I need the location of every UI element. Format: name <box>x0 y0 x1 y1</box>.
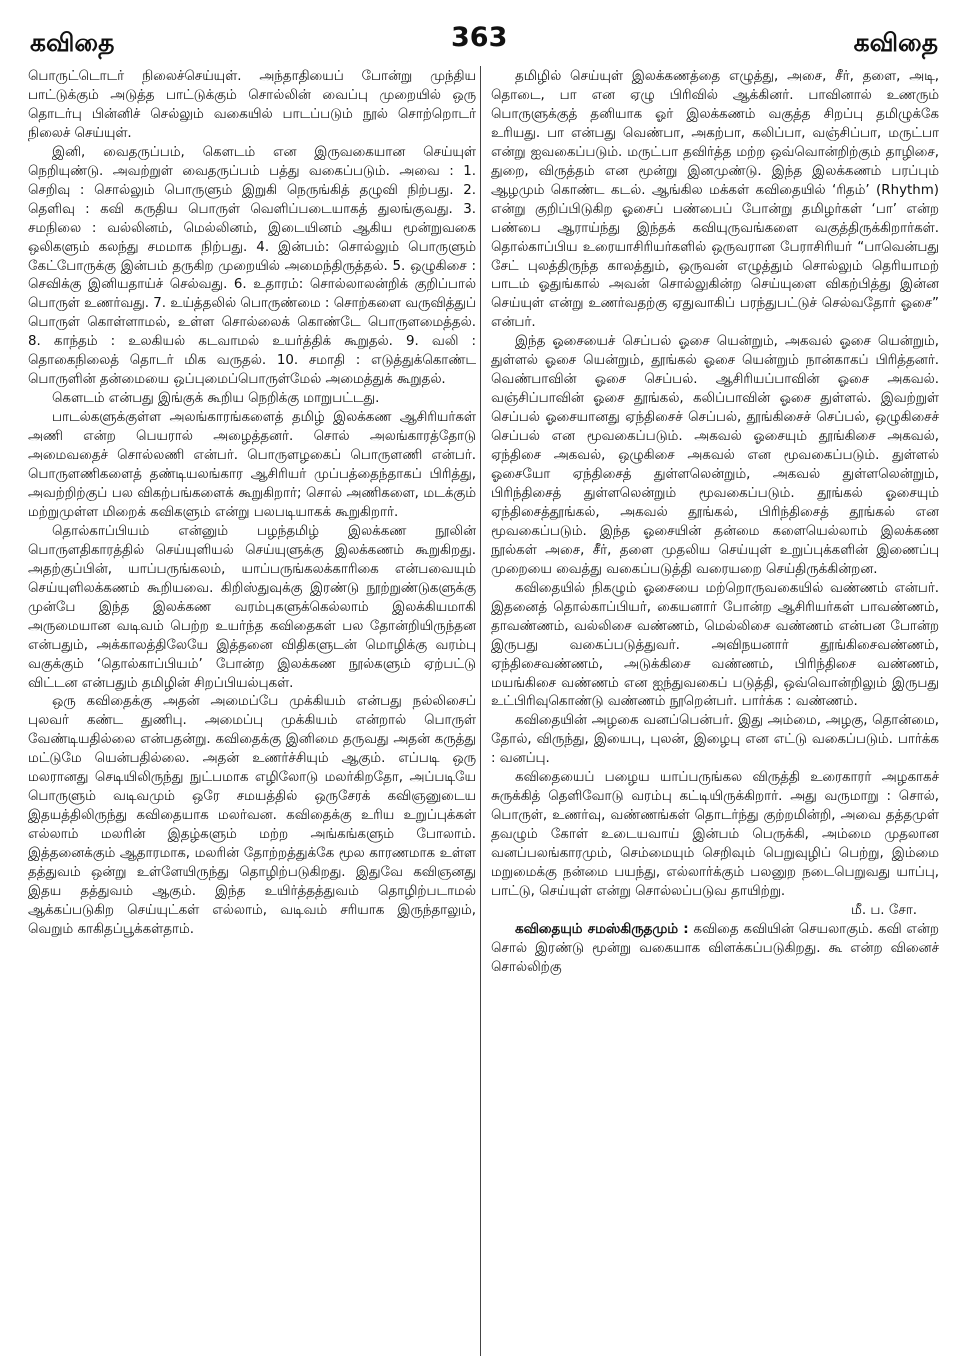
paragraph: பாடல்களுக்குள்ள அலங்காரங்களைத் தமிழ் இலக்கண ஆசிரியர்கள் அணி என்ற பெயரால் அழைத்தனர். சொல் அலங்காரத்தோடு அமைவதைச் சொல்லணி என்பர். பொருளழகைப் பொருளணி என்பர். பொருளணிகளைத் தண்டியலங்கார ஆசிரியர் முப்பத்தைந்தாகப் பிரித்து, அவற்றிற்குப் பல விகற்பங்களைக் கூறுகிறார்; சொல் அணிகளை, மடக்கும் மற்றுமுள்ள மிறைக் கவிகளும் என்று பலபடியாகக் கூறுகிறார். <box>28 410 476 520</box>
paragraph: தொல்காப்பியம் என்னும் பழந்தமிழ் இலக்கண நூலின் பொருளதிகாரத்தில் செய்யுளியல் செய்யுளுக்கு இலக்கணம் கூறுகிறது. அதற்குப்பின், யாப்பருங்கலம், யாப்பருங்கலக்காரிகை என்பவையும் செய்யுளிலக்கணம் கூறியவை. கிறிஸ்துவுக்கு இரண்டு நூற்றுண்டுகளுக்கு முன்பே இந்த இலக்கண வரம்புகளுக்கெல்லாம் இலக்கியமாகி அருமையான வடிவம் பெற்ற உயர்ந்த கவிதைகள் பல தோன்றியிருந்தன என்பதும், அக்காலத்திலேயே இத்தனை விதிகளுடன் மொழிக்கு வரம்பு வகுக்கும் ‘தொல்காப்பியம்’ போன்ற இலக்கண நூல்களும் ஏற்பட்டு விட்டன என்பதும் தமிழின் சிறப்பியல்புகள். <box>28 523 476 691</box>
paragraph: தமிழில் செய்யுள் இலக்கணத்தை எழுத்து, அசை, சீர், தளை, அடி, தொடை, பா என ஏழு பிரிவில் ஆக்கினர். பாவினால் உணரும் பொருளுக்குத் தனியாக ஓர் இலக்கணம் வகுத்த சிறப்பு தமிழுக்கே உரியது. பா என்பது வெண்பா, அகற்பா, கலிப்பா, வஞ்சிப்பா, மருட்பா என்று ஐவகைப்படும். மருட்பா தவிர்த்த மற்ற ஒவ்வொன்றிற்கும் தாழிசை, துறை, விருத்தம் என மூன்று இனமுண்டு. இந்த இலக்கணம் பரப்பும் ஆழமும் கொண்ட கடல். ஆங்கில மக்கள் கவிதையில் ‘ரிதம்’ (Rhythm) என்று குறிப்பிடுகிற ஓசைப் பண்பைப் போன்று தமிழர்கள் ‘பா’ என்ற பண்பை ஆராய்ந்து இந்தக் கவியுருவங்களை வகுத்திருக்கிறார்கள். தொல்காப்பிய உரையாசிரியர்களில் ஒருவரான பேராசிரியர் “பாவென்பது சேட் புலத்திருந்த காலத்தும், ஒருவன் எழுத்தும் சொல்லும் தெரியாமற் பாடம் ஓதுங்கால் அவன் சொல்லுகின்ற செய்யுளை விகற்பித்து இன்ன செய்யுள் என்று உணர்வதற்கு ஏதுவாகிப் பரந்துபட்டுச் செல்வதோர் ஓசை” என்பர். <box>491 69 939 331</box>
paragraph: ஒரு கவிதைக்கு அதன் அமைப்பே முக்கியம் என்பது நல்லிசைப் புலவர் கண்ட துணிபு. அமைப்பு முக்கியம் என்றால் பொருள் வேண்டியதில்லை என்பதன்று. கவிதைக்கு இனிமை தருவது அதன் கருத்து மட்டுமே யென்பதில்லை. அதன் உணர்ச்சியும் ஆகும். எப்படி ஒரு மலரானது செடியிலிருந்து நுட்பமாக எழிலோடு மலர்கிறதோ, அப்படியே பொருளும் வடிவமும் ஒரே சமயத்தில் ஒருசேரக் கவிஞனுடைய இதயத்திலிருந்து கவிதையாக மலர்வன. கவிதைக்கு உரிய உறுப்புக்கள் எல்லாம் மலரின் இதழ்களும் மற்ற அங்கங்களும் போலாம். இத்தனைக்கும் ஆதாரமாக, மலரின் தோற்றத்துக்கே மூல காரணமாக உள்ள தத்துவம் ஒன்று உள்ளேயிருந்து தொழிற்படுகிறது. இதுவே கவிஞனது இதய தத்துவம் ஆகும். இந்த உயிர்த்தத்துவம் தொழிற்படாமல் ஆக்கப்படுகிற செய்யுட்கள் எல்லாம், வடிவம் சரியாக இருந்தாலும், வெறும் காகிதப்பூக்கள்தாம். <box>28 694 476 937</box>
section-entry <box>491 921 939 978</box>
section-heading: கவிதையும் சமஸ்கிருதமும் : <box>515 921 689 937</box>
left-column <box>28 68 476 1358</box>
paragraph: இனி, வைதருப்பம், கௌடம் என இருவகையான செய்யுள் நெறியுண்டு. அவற்றுள் வைதருப்பம் பத்து வகைப்படும். அவை : 1. செறிவு : சொல்லும் பொருளும் இறுகி நெருங்கித் தழுவி நிற்பது. 2. தெளிவு : கவி கருதிய பொருள் வெளிப்படையாகத் துலங்குவது. 3. சமநிலை : வல்லினம், மெல்லினம், இடையினம் ஆகிய மூன்றுவகை ஒலிகளும் கலந்து சமமாக நிற்பது. 4. இன்பம்: சொல்லும் பொருளும் கேட்போருக்கு இன்பம் தருகிற முறையில் அமைந்திருத்தல். 5. ஒழுகிசை : செவிக்கு இனியதாய்ச் செல்வது. 6. உதாரம்: சொல்லாலன்றிக் குறிப்பால் பொருள் உணர்வது. 7. உய்த்தலில் பொருண்மை : சொற்களை வருவித்துப் பொருள் கொள்ளாமல், உள்ள சொல்லைக் கொண்டே பொருளமைத்தல். 8. காந்தம் : உலகியல் கடவாமல் உயர்த்திக் கூறுதல். 9. வலி : தொகைநிலைத் தொடர் மிக வருதல். 10. சமாதி : எடுத்துக்கொண்ட பொருளின் தன்மையை ஒப்புமைப்பொருள்மேல் அமைத்துக் கூறுதல். <box>28 144 476 388</box>
running-title-left: கவிதை <box>30 28 115 57</box>
paragraph: கவிதையின் அழகை வனப்பென்பர். இது அம்மை, அழகு, தொன்மை, தோல், விருந்து, இயைபு, புலன், இழைபு என எட்டு வகைப்படும். பார்க்க : வனப்பு. <box>491 713 939 767</box>
page-header <box>0 22 966 62</box>
section-text: கவிதை கவியின் செயலாகும். கவி என்ற சொல் இரண்டு மூன்று வகையாக விளக்கப்படுகிறது. கூ என்ற வினைச் சொல்லிற்கு <box>491 921 939 975</box>
page-number: 363 <box>451 22 508 53</box>
paragraph: கவிதையில் நிகழும் ஓசையை மற்றொருவகையில் வண்ணம் என்பர். இதனைத் தொல்காப்பியர், கையனார் போன்ற ஆசிரியர்கள் பாவண்ணம், தாவண்ணம், வல்லிசை வண்ணம், மெல்லிசை வண்ணம் என்பன போன்ற இருபது வகைப்படுத்துவர். அவிநயனார் தூங்கிசைவண்ணம், ஏந்திசைவண்ணம், அடுக்கிசை வண்ணம், பிரிந்திசை வண்ணம், மயங்கிசை வண்ணம் என ஐந்துவகைப் படுத்தி, ஒவ்வொன்றிலும் இருபது உட்பிரிவுகொண்டு வண்ணம் நூறென்பர். பார்க்க : வண்ணம். <box>491 580 939 710</box>
right-column <box>491 68 939 1358</box>
paragraph: கௌடம் என்பது இங்குக் கூறிய நெறிக்கு மாறுபட்டது. <box>52 391 380 407</box>
paragraph: கவிதையைப் பழைய யாப்பருங்கல விருத்தி உரைகாரர் அழகாகச் சுருக்கித் தெளிவோடு வரம்பு கட்டியிருக்கிறார். அது வருமாறு : சொல், பொருள், உணர்வு, வண்ணங்கள் தொடர்ந்து குற்றமின்றி, அவை தத்தமுள் தவழும் கோள் உடையவாய் இன்பம் பெருக்கி, அம்மை முதலான வனப்பலங்காரமும், செம்மையும் செறிவும் பெறுவுழிப் பெற்று, இம்மை மறுமைக்கு நன்மை பயந்து, எல்லார்க்கும் பலனுற நடைபெறுவது யாப்பு, பாட்டு, செய்யுள் என்று சொல்லப்படுவ தாயிற்று. <box>491 770 939 899</box>
paragraph: பொருட்டொடர் நிலைச்செய்யுள். அந்தாதியைப் போன்று முந்திய பாட்டுக்கும் அடுத்த பாட்டுக்கும் சொல்லின் வைப்பு முறையில் ஒரு தொடர்பு பின்னிச் செல்லும் வகையில் பாடப்படும் நூல் சொற்றொடர் நிலைச் செய்யுள். <box>28 69 476 141</box>
author-signature: மீ. ப. சோ. <box>851 902 917 918</box>
paragraph: இந்த ஓசையைச் செப்பல் ஓசை யென்றும், அகவல் ஓசை யென்றும், துள்ளல் ஓசை யென்றும், தூங்கல் ஓசை யென்றும் நான்காகப் பிரித்தனர். வெண்பாவின் ஓசை செப்பல். ஆசிரியப்பாவின் ஓசை அகவல். வஞ்சிப்பாவின் ஓசை தூங்கல், கலிப்பாவின் ஓசை துள்ளல். இவற்றுள் செப்பல் ஓசையானது ஏந்திசைச் செப்பல், தூங்கிசைச் செப்பல், ஒழுகிசைச் செப்பல் என மூவகைப்படும். அகவல் ஓசையும் தூங்கிசை அகவல், ஏந்திசை அகவல், ஒழுகிசை அகவல் என மூவகைப்படும். துள்ளல் ஓசையோ ஏந்திசைத் துள்ளலென்றும், அகவல் துள்ளலென்றும், பிரிந்திசைத் துள்ளலென்றும் மூவகைப்படும். தூங்கல் ஓசையும் ஏந்திசைத்தூங்கல், அகவல் தூங்கல், பிரிந்திசைத் தூங்கல் என மூவகைப்படும். இந்த ஓசையின் தன்மை களையெல்லாம் இலக்கண நூல்கள் அசை, சீர், தளை முதலிய செய்யுள் உறுப்புக்களின் இணைப்பு முறையை வைத்து வகைப்படுத்தி வரையறை செய்திருக்கின்றன. <box>491 334 939 577</box>
column-divider <box>480 66 481 1356</box>
running-title-right: கவிதை <box>853 28 938 57</box>
